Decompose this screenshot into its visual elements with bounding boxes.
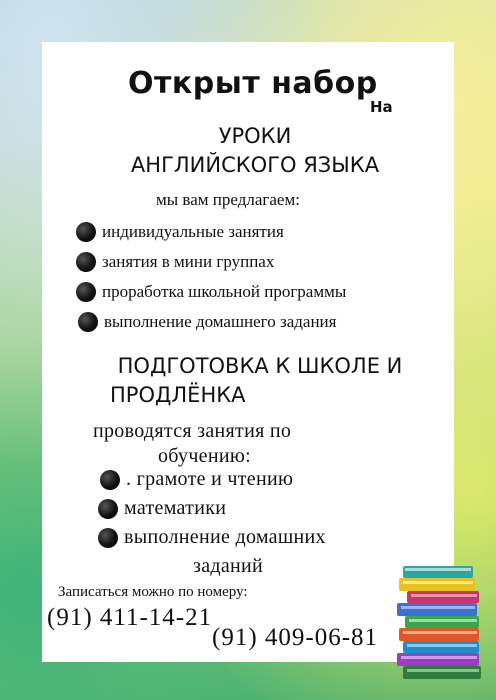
list-item-text: математики [124, 497, 227, 519]
list-item-continuation: заданий [193, 555, 264, 577]
list-item-text: выполнение домашнего задания [104, 312, 337, 331]
bullet-icon [76, 252, 96, 272]
phone-number-2: (91) 409-06-81 [212, 624, 379, 651]
offer-intro: мы вам предлагаем: [156, 190, 300, 209]
stack-of-books-icon [393, 558, 493, 693]
bullet-icon [76, 222, 96, 242]
classes-intro-line1: проводятся занятия по [93, 420, 292, 442]
list-item-text: индивидуальные занятия [102, 222, 284, 241]
list-item [76, 282, 346, 302]
signup-label: Записаться можно по номеру: [58, 584, 248, 600]
english-heading-line2: АНГЛИЙСКОГО ЯЗЫКА [130, 153, 380, 177]
flyer-title-suffix: На [370, 98, 393, 116]
english-heading-line1: УРОКИ [218, 124, 292, 148]
school-heading-line2: ПРОДЛЁНКА [110, 383, 246, 407]
list-item [98, 497, 226, 520]
list-item [76, 222, 284, 242]
list-item [78, 312, 336, 332]
list-item [98, 526, 326, 549]
bullet-icon [98, 499, 118, 519]
list-item-text: проработка школьной программы [102, 282, 347, 301]
classes-intro-line2: обучению: [158, 445, 251, 467]
flyer-title: Открыт набор [128, 66, 378, 101]
bullet-icon [76, 282, 96, 302]
list-item [100, 468, 293, 491]
phone-number-1: (91) 411-14-21 [47, 604, 213, 631]
bullet-icon [98, 528, 118, 548]
list-item [76, 252, 274, 272]
school-heading-line1: ПОДГОТОВКА К ШКОЛЕ И [117, 354, 403, 378]
list-item-text: занятия в мини группах [102, 252, 275, 271]
bullet-icon [100, 470, 120, 490]
list-item-text: выполнение домашних [124, 526, 326, 548]
list-item-text: . грамоте и чтению [126, 468, 294, 490]
bullet-icon [78, 312, 98, 332]
